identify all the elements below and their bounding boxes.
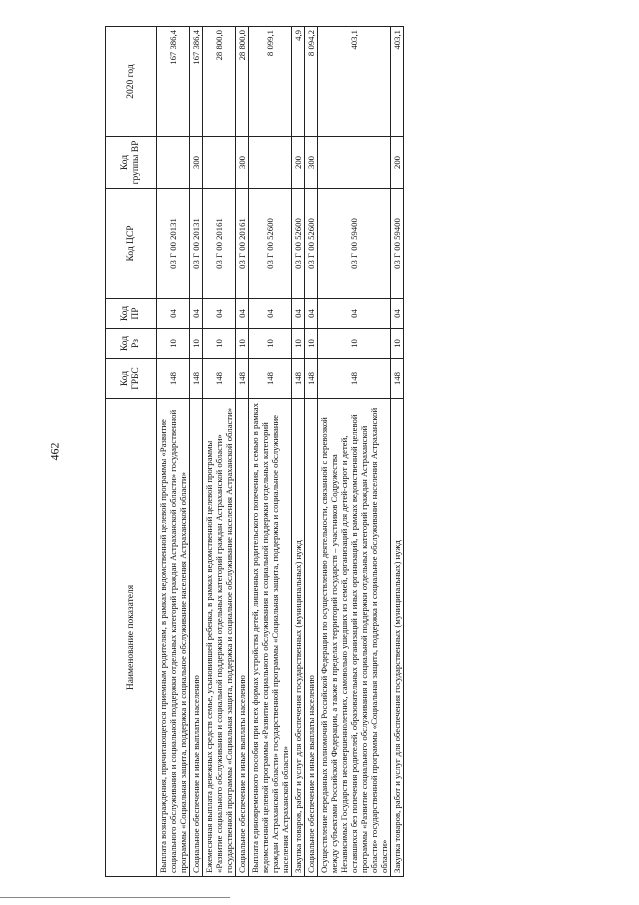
row-name: Ежемесячная выплата денежных средств семье, усыновившей ребенка, в рамках ведомственной целевой программы «Развитие социального обслуживания и социальной поддержки отдельных категорий граждан Астраханской области» государственной программы «Социальная защита, поддержка и социальное обслуживание населения Астраханской области»	[203, 399, 236, 877]
row-pr: 04	[318, 299, 391, 329]
row-rz: 10	[318, 329, 391, 359]
row-pr: 04	[249, 299, 292, 329]
row-vr	[203, 137, 236, 189]
row-value: 403,1	[318, 27, 391, 137]
row-vr: 300	[236, 137, 249, 189]
row-name: Социальное обеспечение и иные выплаты населению	[236, 399, 249, 877]
header-pr: Код ПР	[106, 299, 157, 329]
row-vr	[157, 137, 190, 189]
row-value: 8 099,1	[249, 27, 292, 137]
row-grbs: 148	[190, 359, 203, 399]
table-row	[305, 27, 318, 877]
row-csr: 03 Г 00 52600	[249, 189, 292, 299]
row-name: Выплата единовременного пособия при всех формах устройства детей, лишенных родительского попечения, в семью в рамках ведомственной целевой программы «Развитие социального обслуживания и социальной поддержки отдельных категорий граждан Астраханской области» государственной программы «Социальная защита, поддержка и социальное обслуживание населения Астраханской области»	[249, 399, 292, 877]
row-csr: 03 Г 00 20131	[190, 189, 203, 299]
row-grbs: 148	[203, 359, 236, 399]
row-vr	[318, 137, 391, 189]
page-number: 462	[47, 442, 62, 461]
row-name: Закупка товаров, работ и услуг для обеспечения государственных (муниципальных) нужд	[292, 399, 305, 877]
row-value: 167 386,4	[190, 27, 203, 137]
row-pr: 04	[157, 299, 190, 329]
row-csr: 03 Г 00 52600	[305, 189, 318, 299]
table-row	[157, 27, 190, 877]
row-pr: 04	[236, 299, 249, 329]
row-pr: 04	[305, 299, 318, 329]
row-name: Закупка товаров, работ и услуг для обеспечения государственных (муниципальных) нужд	[391, 399, 404, 877]
row-grbs: 148	[292, 359, 305, 399]
table-row	[190, 27, 203, 877]
rotated-budget-table-container	[105, 27, 535, 877]
row-csr: 03 Г 00 20161	[236, 189, 249, 299]
row-grbs: 148	[249, 359, 292, 399]
header-grbs: Код ГРБС	[106, 359, 157, 399]
table-header	[106, 27, 157, 877]
table-row	[203, 27, 236, 877]
row-grbs: 148	[305, 359, 318, 399]
row-rz: 10	[157, 329, 190, 359]
header-vr: Код группы ВР	[106, 137, 157, 189]
row-name: Осуществление переданных полномочий Российской Федерации по осуществлению деятельности, связанной с перевозкой между субъектами Российской Федерации, а также в пределах территорий государств – участников Содружества Независимых Государств несовершеннолетних, самовольно ушедших из семей, организаций для детей-сирот и детей, оставшихся без попечения родителей, образовательных организаций и иных организаций, в рамках ведомственной целевой программы «Развитие социального обслуживания и социальной поддержки отдельных категорий граждан Астраханской области» государственной программы «Социальная защита, поддержка и социальное обслуживание населения Астраханской области»	[318, 399, 391, 877]
row-pr: 04	[203, 299, 236, 329]
row-pr: 04	[190, 299, 203, 329]
row-rz: 10	[305, 329, 318, 359]
table-row	[236, 27, 249, 877]
table-row	[292, 27, 305, 877]
header-rz: Код Рз	[106, 329, 157, 359]
row-vr: 200	[391, 137, 404, 189]
header-csr: Код ЦСР	[106, 189, 157, 299]
header-2020: 2020 год	[106, 27, 157, 137]
row-value: 167 386,4	[157, 27, 190, 137]
row-rz: 10	[249, 329, 292, 359]
table-row	[318, 27, 391, 877]
row-rz: 10	[203, 329, 236, 359]
row-vr: 300	[305, 137, 318, 189]
row-rz: 10	[236, 329, 249, 359]
row-csr: 03 Г 00 20131	[157, 189, 190, 299]
row-vr: 200	[292, 137, 305, 189]
row-rz: 10	[391, 329, 404, 359]
row-name: Выплата вознаграждения, причитающегося приемным родителям, в рамках ведомственной целевой программы «Развитие социального обслуживания и социальной поддержки отдельных категорий граждан Астраханской области» государственной программы «Социальная защита, поддержка и социальное обслуживание населения Астраханской области»	[157, 399, 190, 877]
row-value: 8 094,2	[305, 27, 318, 137]
budget-table	[105, 26, 404, 877]
row-value: 28 800,0	[236, 27, 249, 137]
row-grbs: 148	[157, 359, 190, 399]
row-name: Социальное обеспечение и иные выплаты населению	[305, 399, 318, 877]
row-grbs: 148	[391, 359, 404, 399]
row-vr: 300	[190, 137, 203, 189]
table-row	[391, 27, 404, 877]
header-name: Наименование показателя	[106, 399, 157, 877]
row-csr: 03 Г 00 52600	[292, 189, 305, 299]
row-value: 4,9	[292, 27, 305, 137]
bottom-rule-divider	[0, 897, 230, 898]
row-value: 403,1	[391, 27, 404, 137]
row-name: Социальное обеспечение и иные выплаты населению	[190, 399, 203, 877]
row-csr: 03 Г 00 59400	[318, 189, 391, 299]
row-grbs: 148	[318, 359, 391, 399]
row-vr	[249, 137, 292, 189]
row-rz: 10	[292, 329, 305, 359]
row-rz: 10	[190, 329, 203, 359]
row-pr: 04	[292, 299, 305, 329]
row-pr: 04	[391, 299, 404, 329]
table-row	[249, 27, 292, 877]
row-value: 28 800,0	[203, 27, 236, 137]
row-csr: 03 Г 00 20161	[203, 189, 236, 299]
row-csr: 03 Г 00 59400	[391, 189, 404, 299]
row-grbs: 148	[236, 359, 249, 399]
